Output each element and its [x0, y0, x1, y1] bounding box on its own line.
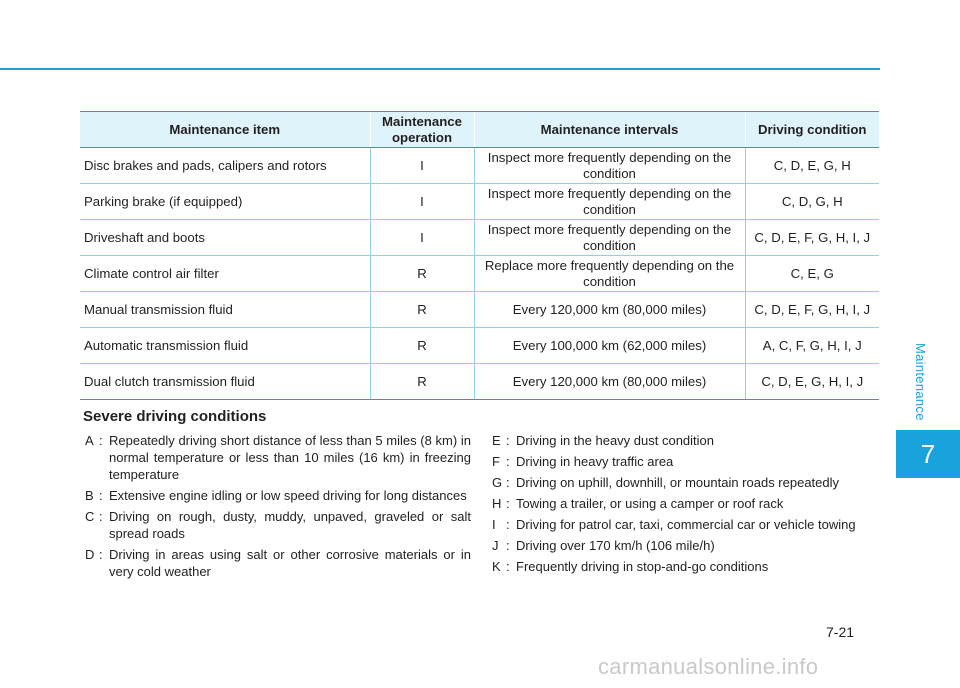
- cell-condition: C, E, G: [745, 256, 879, 292]
- cell-operation: I: [370, 148, 474, 184]
- cell-interval: Inspect more frequently depending on the condition: [474, 184, 745, 220]
- condition-text: Driving for patrol car, taxi, commercial car or vehicle towing: [516, 517, 856, 532]
- cell-item: Climate control air filter: [80, 256, 370, 292]
- cell-item: Automatic transmission fluid: [80, 328, 370, 364]
- condition-separator: :: [506, 559, 510, 574]
- condition-separator: :: [99, 509, 103, 524]
- cell-operation: R: [370, 364, 474, 400]
- condition-item: [492, 432, 872, 449]
- condition-item: [492, 474, 872, 491]
- cell-interval: Every 100,000 km (62,000 miles): [474, 328, 745, 364]
- condition-letter: A: [85, 433, 94, 448]
- cell-item: Parking brake (if equipped): [80, 184, 370, 220]
- table-row: [80, 148, 879, 184]
- cell-condition: C, D, E, F, G, H, I, J: [745, 292, 879, 328]
- condition-text: Driving in areas using salt or other corrosive materials or in very cold weather: [109, 547, 471, 579]
- condition-letter: J: [492, 538, 499, 553]
- cell-condition: A, C, F, G, H, I, J: [745, 328, 879, 364]
- cell-operation: I: [370, 220, 474, 256]
- severe-conditions-list-right: [492, 432, 872, 579]
- severe-conditions-heading: Severe driving conditions: [83, 408, 267, 425]
- severe-conditions-list-left: [85, 432, 471, 584]
- cell-interval: Inspect more frequently depending on the condition: [474, 220, 745, 256]
- cell-item: Dual clutch transmission fluid: [80, 364, 370, 400]
- condition-item: [492, 558, 872, 575]
- top-rule: [0, 68, 880, 70]
- condition-text: Frequently driving in stop-and-go conditions: [516, 559, 769, 574]
- condition-separator: :: [506, 538, 510, 553]
- condition-letter: E: [492, 433, 501, 448]
- condition-text: Driving on uphill, downhill, or mountain roads repeatedly: [516, 475, 840, 490]
- table-header-row: [80, 112, 879, 148]
- condition-letter: G: [492, 475, 503, 490]
- condition-separator: :: [99, 547, 103, 562]
- condition-text: Towing a trailer, or using a camper or roof rack: [516, 496, 784, 511]
- cell-interval: Every 120,000 km (80,000 miles): [474, 364, 745, 400]
- cell-operation: R: [370, 256, 474, 292]
- table-row: [80, 364, 879, 400]
- condition-text: Driving in the heavy dust condition: [516, 433, 715, 448]
- condition-item: [85, 546, 471, 580]
- table-row: [80, 256, 879, 292]
- table-row: [80, 220, 879, 256]
- condition-letter: D: [85, 547, 95, 562]
- cell-condition: C, D, E, F, G, H, I, J: [745, 220, 879, 256]
- condition-text: Driving over 170 km/h (106 mile/h): [516, 538, 715, 553]
- condition-separator: :: [99, 433, 103, 448]
- condition-letter: B: [85, 488, 94, 503]
- section-side-label: Maintenance: [913, 343, 928, 421]
- chapter-tab[interactable]: 7: [896, 430, 960, 478]
- condition-item: [492, 495, 872, 512]
- condition-separator: :: [506, 517, 510, 532]
- cell-item: Manual transmission fluid: [80, 292, 370, 328]
- condition-separator: :: [506, 433, 510, 448]
- condition-item: [492, 537, 872, 554]
- condition-separator: :: [99, 488, 103, 503]
- condition-letter: K: [492, 559, 501, 574]
- condition-letter: C: [85, 509, 95, 524]
- cell-interval: Inspect more frequently depending on the condition: [474, 148, 745, 184]
- table-row: [80, 292, 879, 328]
- condition-item: [85, 487, 471, 504]
- cell-condition: C, D, E, G, H: [745, 148, 879, 184]
- cell-condition: C, D, G, H: [745, 184, 879, 220]
- condition-separator: :: [506, 454, 510, 469]
- cell-operation: R: [370, 292, 474, 328]
- condition-separator: :: [506, 475, 510, 490]
- condition-letter: H: [492, 496, 502, 511]
- condition-item: [492, 453, 872, 470]
- watermark: carmanualsonline.info: [598, 654, 819, 679]
- condition-text: Driving in heavy traffic area: [516, 454, 674, 469]
- condition-letter: I: [492, 517, 496, 532]
- table-row: [80, 184, 879, 220]
- condition-text: Repeatedly driving short distance of less than 5 miles (8 km) in normal temperature or less than 10 miles (16 km) in freezing temperature: [109, 433, 471, 482]
- condition-item: [85, 432, 471, 483]
- condition-item: [492, 516, 872, 533]
- cell-interval: Replace more frequently depending on the condition: [474, 256, 745, 292]
- cell-operation: R: [370, 328, 474, 364]
- cell-interval: Every 120,000 km (80,000 miles): [474, 292, 745, 328]
- header-maintenance-intervals: Maintenance intervals: [474, 112, 745, 148]
- header-maintenance-operation: Maintenance operation: [370, 112, 474, 148]
- cell-item: Driveshaft and boots: [80, 220, 370, 256]
- condition-separator: :: [506, 496, 510, 511]
- cell-operation: I: [370, 184, 474, 220]
- cell-item: Disc brakes and pads, calipers and rotors: [80, 148, 370, 184]
- condition-letter: F: [492, 454, 500, 469]
- page-number: 7-21: [826, 624, 855, 640]
- cell-condition: C, D, E, G, H, I, J: [745, 364, 879, 400]
- condition-item: [85, 508, 471, 542]
- maintenance-table: [80, 111, 879, 400]
- header-driving-condition: Driving condition: [745, 112, 879, 148]
- condition-text: Extensive engine idling or low speed driving for long distances: [109, 488, 467, 503]
- header-maintenance-item: Maintenance item: [80, 112, 370, 148]
- condition-text: Driving on rough, dusty, muddy, unpaved, graveled or salt spread roads: [109, 509, 471, 541]
- table-row: [80, 328, 879, 364]
